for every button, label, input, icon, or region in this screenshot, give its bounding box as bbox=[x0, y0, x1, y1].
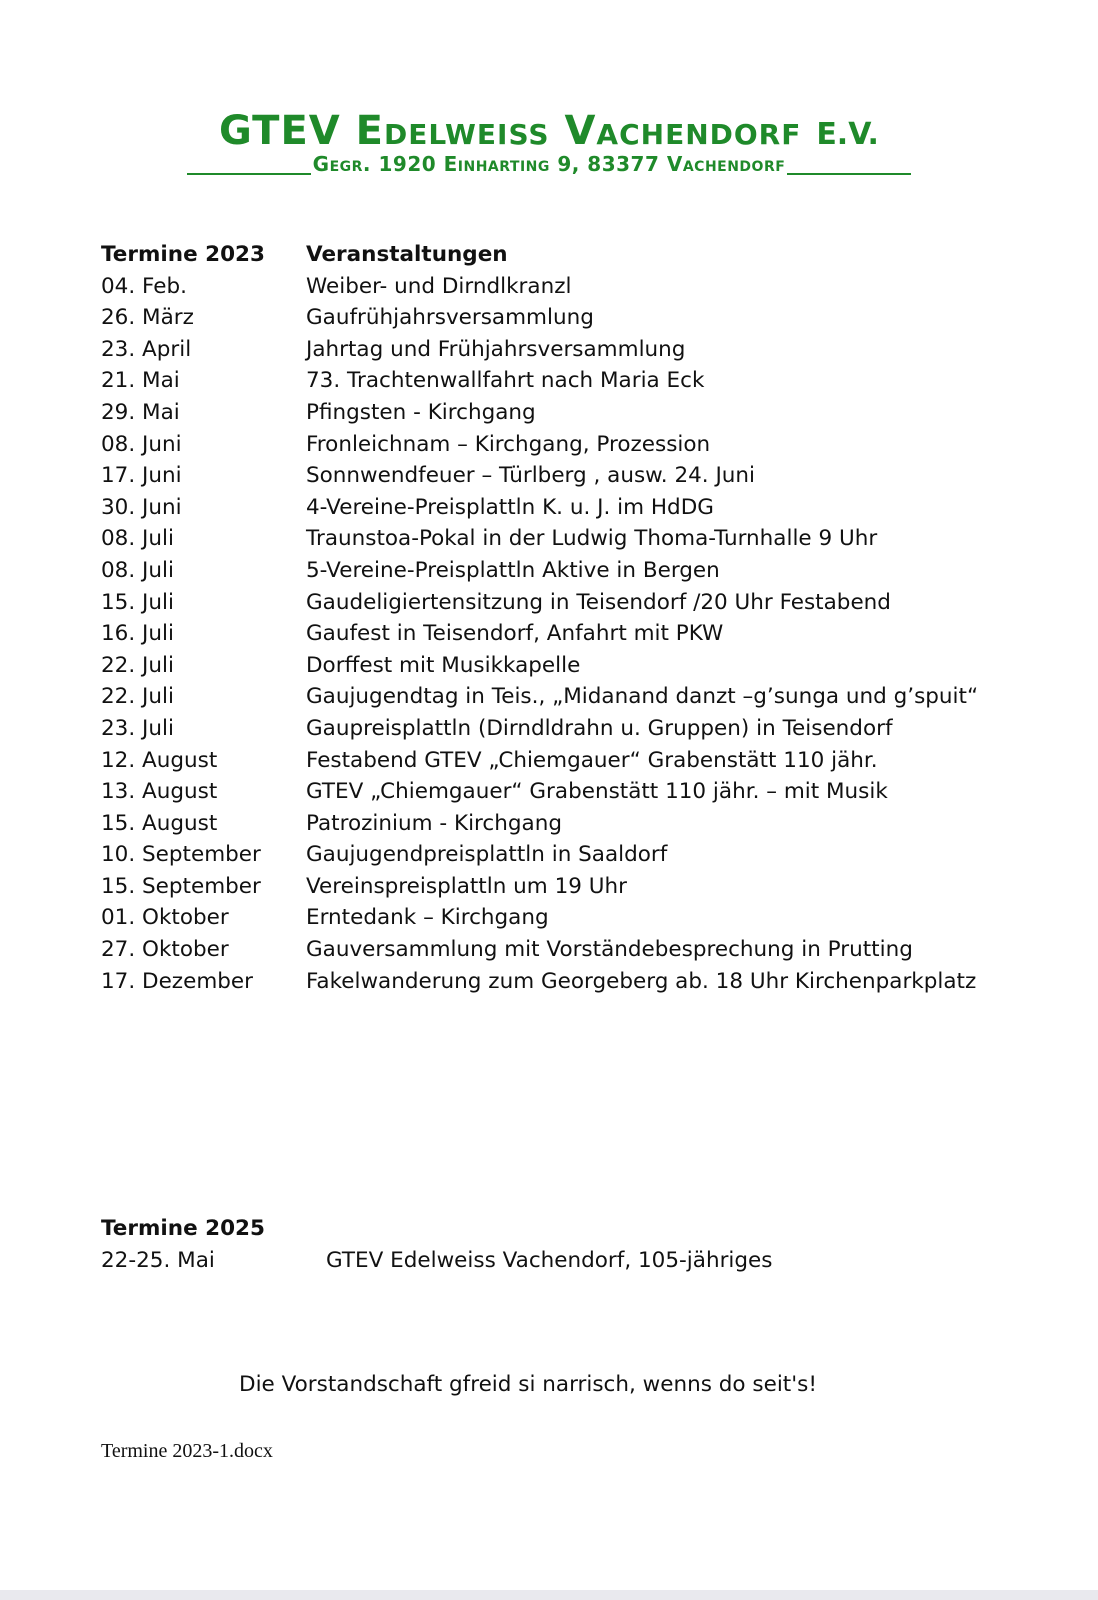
schedule-row bbox=[101, 587, 978, 619]
event-date: 13. August bbox=[101, 779, 218, 805]
schedule-2025-header: Termine 2025 bbox=[101, 1216, 265, 1241]
event-name: Erntedank – Kirchgang bbox=[306, 905, 549, 931]
event-name: Gaufest in Teisendorf, Anfahrt mit PKW bbox=[306, 621, 724, 647]
event-date: 04. Feb. bbox=[101, 273, 187, 299]
event-name: Gauversammlung mit Vorständebesprechung in Prutting bbox=[306, 937, 913, 963]
schedule-rows bbox=[101, 271, 978, 998]
event-date: 10. September bbox=[101, 842, 261, 868]
schedule-row bbox=[101, 618, 978, 650]
event-date: 22-25. Mai bbox=[101, 1248, 215, 1273]
schedule-row bbox=[101, 302, 978, 334]
event-name: Jahrtag und Frühjahrsversammlung bbox=[306, 336, 686, 362]
schedule-row bbox=[101, 492, 978, 524]
event-name: Gaudeligiertensitzung in Teisendorf /20 Uhr Festabend bbox=[306, 589, 891, 615]
event-date: 23. April bbox=[101, 336, 192, 362]
schedule-row bbox=[101, 460, 978, 492]
event-name: Pfingsten - Kirchgang bbox=[306, 399, 536, 425]
event-date: 08. Juli bbox=[101, 557, 174, 583]
schedule-row bbox=[101, 839, 978, 871]
event-name: Gaujugendtag in Teis., „Midanand danzt –g’sunga und g’spuit“ bbox=[306, 684, 979, 710]
event-date: 15. September bbox=[101, 873, 261, 899]
event-date: 22. Juli bbox=[101, 684, 174, 710]
event-date: 16. Juli bbox=[101, 621, 174, 647]
event-name: GTEV Edelweiss Vachendorf, 105-jähriges bbox=[326, 1248, 773, 1273]
schedule-row bbox=[101, 271, 978, 303]
schedule-row bbox=[101, 902, 978, 934]
schedule-row bbox=[101, 745, 978, 777]
schedule-row bbox=[101, 776, 978, 808]
event-name: Festabend GTEV „Chiemgauer“ Grabenstätt 110 jähr. bbox=[306, 747, 878, 773]
event-name: 4-Vereine-Preisplattln K. u. J. im HdDG bbox=[306, 494, 714, 520]
organization-title bbox=[0, 108, 1098, 154]
event-name: Gaufrühjahrsversammlung bbox=[306, 305, 594, 331]
schedule-row bbox=[101, 650, 978, 682]
schedule-row bbox=[101, 808, 978, 840]
event-date: 21. Mai bbox=[101, 368, 180, 394]
event-date: 08. Juli bbox=[101, 526, 174, 552]
event-date: 15. Juli bbox=[101, 589, 174, 615]
schedule-2025 bbox=[101, 1213, 772, 1277]
event-date: 26. März bbox=[101, 305, 194, 331]
schedule-row bbox=[101, 681, 978, 713]
event-name: Vereinspreisplattln um 19 Uhr bbox=[306, 873, 627, 899]
organization-subtitle bbox=[0, 152, 1098, 176]
event-name: Weiber- und Dirndlkranzl bbox=[306, 273, 572, 299]
event-name: Gaujugendpreisplattln in Saaldorf bbox=[306, 842, 668, 868]
schedule-header-row bbox=[101, 239, 978, 271]
event-date: 17. Dezember bbox=[101, 968, 253, 994]
event-date: 17. Juni bbox=[101, 463, 182, 489]
event-name: 73. Trachtenwallfahrt nach Maria Eck bbox=[306, 368, 705, 394]
event-name: Dorffest mit Musikkapelle bbox=[306, 652, 581, 678]
schedule-row bbox=[101, 871, 978, 903]
event-name: 5-Vereine-Preisplattln Aktive in Bergen bbox=[306, 557, 720, 583]
schedule-row bbox=[101, 397, 978, 429]
event-date: 12. August bbox=[101, 747, 218, 773]
event-date: 01. Oktober bbox=[101, 905, 229, 931]
schedule-row bbox=[101, 334, 978, 366]
schedule-row bbox=[101, 523, 978, 555]
organization-name: GTEV Edelweiss Vachendorf bbox=[219, 108, 802, 154]
closing-message: Die Vorstandschaft gfreid si narrisch, wenns do seit's! bbox=[239, 1372, 817, 1397]
event-name: Sonnwendfeuer – Türlberg , ausw. 24. Juni bbox=[306, 463, 756, 489]
event-date: 27. Oktober bbox=[101, 937, 229, 963]
event-name: GTEV „Chiemgauer“ Grabenstätt 110 jähr. – mit Musik bbox=[306, 779, 888, 805]
schedule-row bbox=[101, 934, 978, 966]
event-name: Fronleichnam – Kirchgang, Prozession bbox=[306, 431, 711, 457]
document-filename: Termine 2023-1.docx bbox=[101, 1440, 273, 1462]
event-name: Traunstoa-Pokal in der Ludwig Thoma-Turnhalle 9 Uhr bbox=[306, 526, 878, 552]
left-rule bbox=[187, 173, 311, 175]
schedule-row bbox=[101, 713, 978, 745]
event-date: 30. Juni bbox=[101, 494, 182, 520]
schedule-row bbox=[101, 365, 978, 397]
schedule-row bbox=[101, 966, 978, 998]
event-name: Gaupreisplattln (Dirndldrahn u. Gruppen) in Teisendorf bbox=[306, 715, 893, 741]
event-date: 08. Juni bbox=[101, 431, 182, 457]
event-date: 29. Mai bbox=[101, 399, 180, 425]
date-column-header: Termine 2023 bbox=[101, 242, 265, 267]
event-date: 23. Juli bbox=[101, 715, 174, 741]
viewer-bottom-bar bbox=[0, 1590, 1098, 1600]
event-date: 22. Juli bbox=[101, 652, 174, 678]
schedule-row bbox=[101, 1245, 772, 1277]
event-date: 15. August bbox=[101, 810, 218, 836]
event-column-header: Veranstaltungen bbox=[306, 242, 508, 267]
schedule-row bbox=[101, 555, 978, 587]
organization-suffix: E.V. bbox=[816, 117, 879, 152]
event-name: Patrozinium - Kirchgang bbox=[306, 810, 562, 836]
event-name: Fakelwanderung zum Georgeberg ab. 18 Uhr Kirchenparkplatz bbox=[306, 968, 977, 994]
schedule-2025-rows bbox=[101, 1245, 772, 1277]
schedule-2023 bbox=[101, 239, 978, 997]
right-rule bbox=[787, 173, 911, 175]
organization-address: Gegr. 1920 Einharting 9, 83377 Vachendorf bbox=[312, 152, 786, 176]
schedule-row bbox=[101, 429, 978, 461]
